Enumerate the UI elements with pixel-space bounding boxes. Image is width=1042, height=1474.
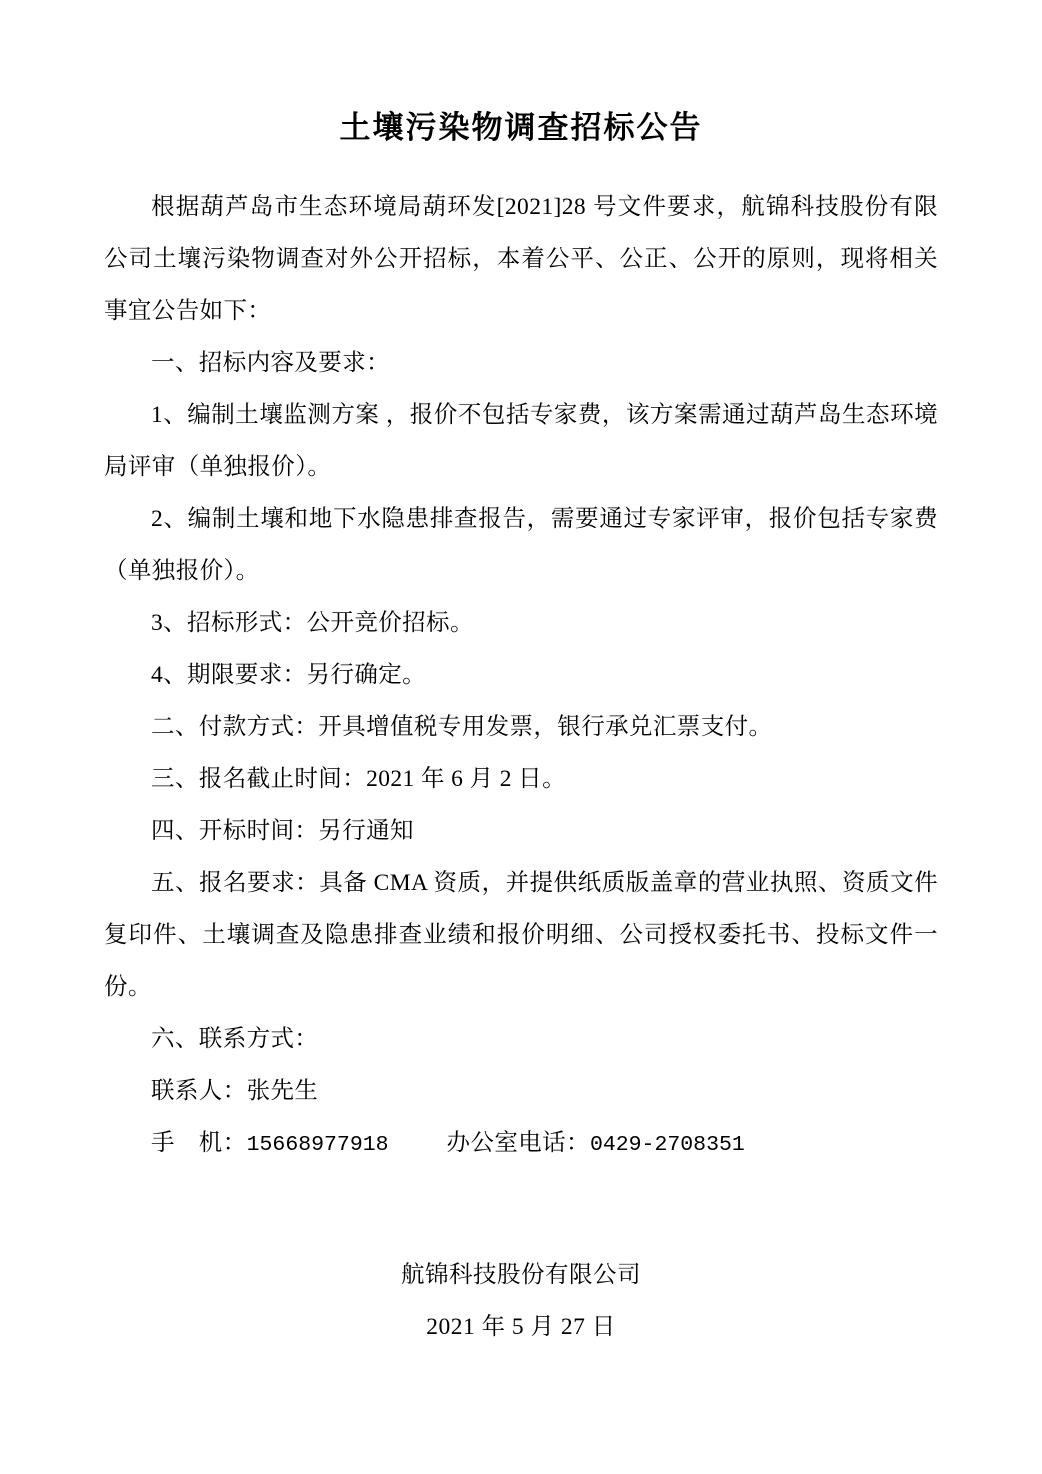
mobile-label: 手 机： [151,1130,247,1156]
signature-date: 2021 年 5 月 27 日 [426,1314,616,1340]
section-three-deadline: 三、报名截止时间：2021 年 6 月 2 日。 [151,766,566,792]
contact-person: 联系人：张先生 [151,1078,319,1104]
paragraph-intro: 根据葫芦岛市生态环境局葫环发[2021]28 号文件要求，航锦科技股份有限公司土壤污染物调查对外公开招标，本着公平、公正、公开的原则，现将相关事宜公告如下： [104,194,938,324]
section-four-bid-opening: 四、开标时间：另行通知 [151,818,414,844]
item-4: 4、期限要求：另行确定。 [151,662,427,688]
page-title: 土壤污染物调查招标公告 [339,110,703,145]
office-label: 办公室电话： [446,1130,590,1156]
signature-company: 航锦科技股份有限公司 [401,1262,641,1288]
contact-phones [104,1117,938,1171]
item-2: 2、编制土壤和地下水隐患排查报告，需要通过专家评审，报价包括专家费（单独报价）。 [104,506,938,584]
section-five-requirements: 五、报名要求：具备 CMA 资质，并提供纸质版盖章的营业执照、资质文件复印件、土壤调查及隐患排查业绩和报价明细、公司授权委托书、投标文件一份。 [104,870,938,1000]
item-1: 1、编制土壤监测方案 ，报价不包括专家费，该方案需通过葫芦岛生态环境局评审（单独报价）。 [104,402,938,480]
mobile-number: 15668977918 [246,1133,389,1157]
section-two-payment: 二、付款方式：开具增值税专用发票，银行承兑汇票支付。 [151,714,773,740]
office-number: 0429-2708351 [589,1133,745,1157]
item-3: 3、招标形式：公开竞价招标。 [151,610,474,636]
section-six-contact: 六、联系方式： [151,1026,319,1052]
signature-block [104,1249,938,1353]
section-heading-one: 一、招标内容及要求： [151,350,390,376]
